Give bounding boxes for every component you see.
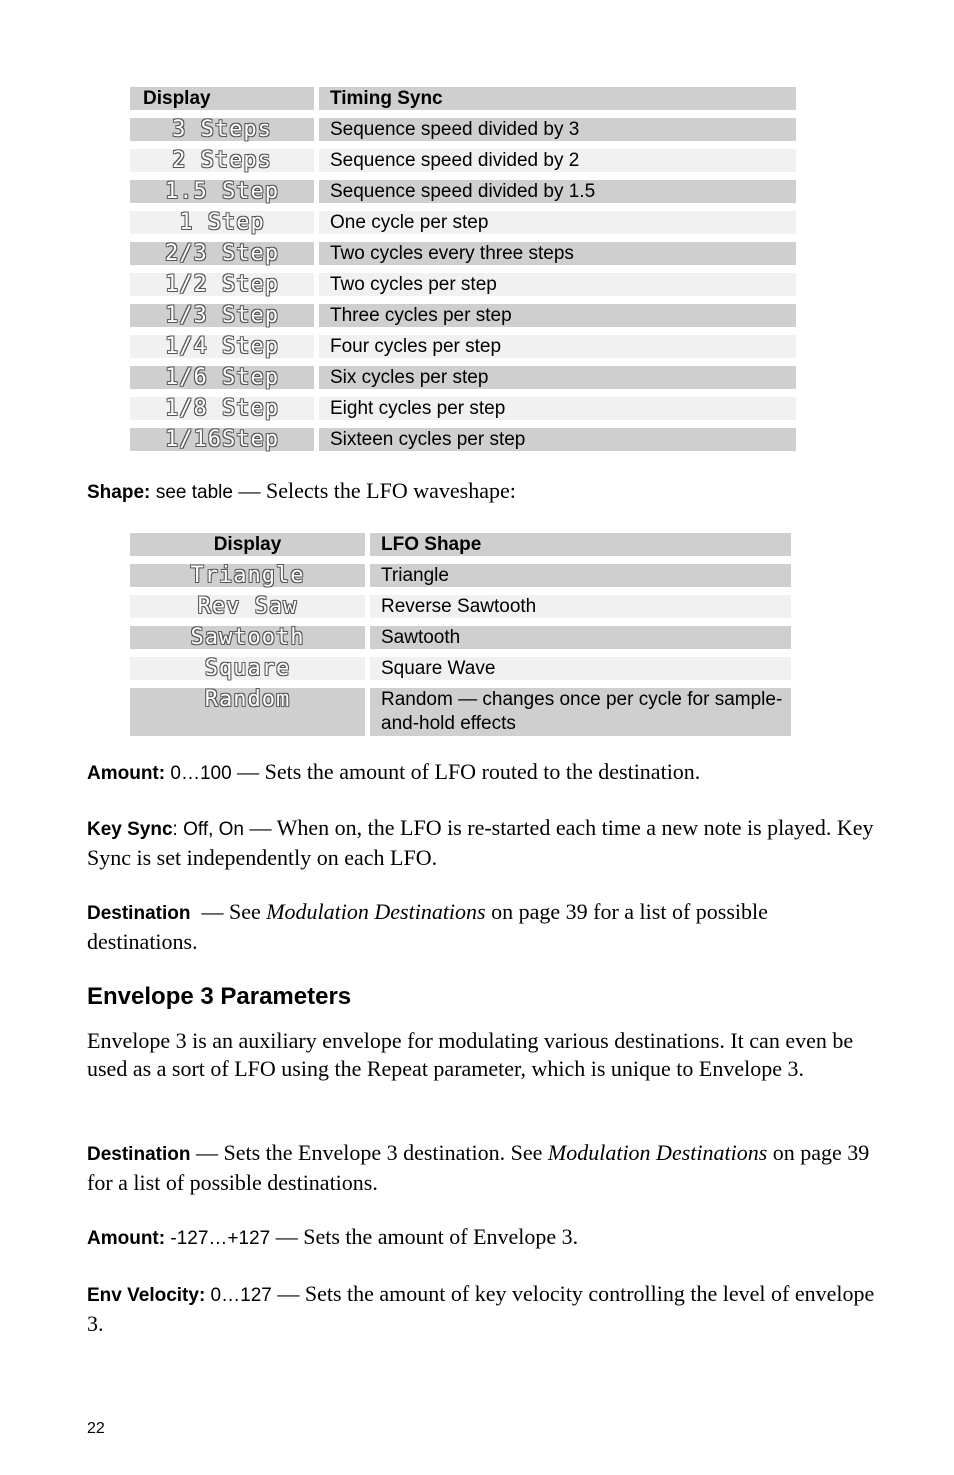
table-row (130, 564, 791, 587)
description-cell: One cycle per step (319, 211, 796, 234)
amount-param (87, 758, 877, 788)
description-cell: Two cycles per step (319, 273, 796, 296)
keysync-param (87, 814, 877, 872)
destination-param (87, 898, 877, 956)
description-cell: Sequence speed divided by 2 (319, 149, 796, 172)
env3-destination-link-text: Modulation Destinations (547, 1140, 768, 1165)
table-row (130, 595, 791, 618)
header-display: Display (130, 533, 365, 556)
env3-amount-text: — Sets the amount of Envelope 3. (270, 1224, 579, 1249)
header-lfo-shape: LFO Shape (370, 533, 791, 556)
table-header (130, 533, 791, 556)
destination-link-text: Modulation Destinations (266, 899, 486, 924)
display-cell: 1/4 Step (130, 335, 314, 358)
env3-velocity-value: 0…127 (205, 1285, 272, 1306)
description-cell: Sixteen cycles per step (319, 428, 796, 451)
display-cell: 2/3 Step (130, 242, 314, 265)
table-row (130, 428, 796, 451)
shape-text: — Selects the LFO waveshape: (232, 478, 516, 503)
display-cell: 1/6 Step (130, 366, 314, 389)
display-cell: Rev Saw (130, 595, 365, 618)
description-cell: Three cycles per step (319, 304, 796, 327)
keysync-value: : Off, On (172, 819, 245, 840)
description-cell: Sequence speed divided by 1.5 (319, 180, 796, 203)
amount-label: Amount: (87, 763, 166, 784)
env3-destination-text-a: — Sets the Envelope 3 destination. See (190, 1140, 548, 1165)
table-row (130, 180, 796, 203)
description-cell: Square Wave (370, 657, 791, 680)
shape-value: see table (155, 482, 233, 503)
description-cell: Eight cycles per step (319, 397, 796, 420)
description-cell: Triangle (370, 564, 791, 587)
table-row (130, 242, 796, 265)
env3-destination-text-b: on page 39 for a list of possible destinations. (87, 1140, 870, 1195)
table-row (130, 657, 791, 680)
description-cell: Four cycles per step (319, 335, 796, 358)
env3-velocity-param (87, 1280, 877, 1338)
env3-amount-param (87, 1223, 877, 1253)
description-cell: Six cycles per step (319, 366, 796, 389)
env3-destination-param (87, 1139, 877, 1197)
table-row (130, 273, 796, 296)
shape-label: Shape: (87, 482, 151, 503)
shape-param (87, 477, 877, 507)
display-cell: Random (130, 688, 365, 736)
envelope3-heading: Envelope 3 Parameters (87, 983, 352, 1010)
display-cell: 1/8 Step (130, 397, 314, 420)
env3-velocity-text: — Sets the amount of key velocity controlling the level of envelope 3. (87, 1281, 875, 1336)
table-header (130, 87, 796, 110)
env3-velocity-label: Env Velocity: (87, 1285, 206, 1306)
timing-sync-table (130, 87, 796, 451)
description-cell: Sawtooth (370, 626, 791, 649)
keysync-text: — When on, the LFO is re-started each time a new note is played. Key Sync is set independently on each LFO. (87, 815, 874, 870)
table-row (130, 688, 791, 736)
description-cell: Two cycles every three steps (319, 242, 796, 265)
header-timing-sync: Timing Sync (319, 87, 796, 110)
display-cell: 1/16Step (130, 428, 314, 451)
description-cell: Sequence speed divided by 3 (319, 118, 796, 141)
display-cell: Square (130, 657, 365, 680)
table-row (130, 335, 796, 358)
amount-value: 0…100 (165, 763, 232, 784)
keysync-label: Key Sync (87, 819, 173, 840)
destination-text-b: on page 39 for a list of possible destinations. (87, 899, 768, 954)
table-row (130, 118, 796, 141)
display-cell: 1/2 Step (130, 273, 314, 296)
envelope3-intro: Envelope 3 is an auxiliary envelope for modulating various destinations. It can even be used as a sort of LFO using the Repeat parameter, which is unique to Envelope 3. (87, 1028, 854, 1081)
display-cell: 1/3 Step (130, 304, 314, 327)
table-row (130, 397, 796, 420)
display-cell: 3 Steps (130, 118, 314, 141)
description-cell: Reverse Sawtooth (370, 595, 791, 618)
table-row (130, 211, 796, 234)
lfo-shape-table (130, 533, 791, 736)
display-cell: 2 Steps (130, 149, 314, 172)
display-cell: 1 Step (130, 211, 314, 234)
page-number: 22 (87, 1420, 105, 1437)
table-row (130, 149, 796, 172)
header-display: Display (130, 87, 314, 110)
destination-text-a: — See (190, 899, 267, 924)
table-row (130, 304, 796, 327)
env3-amount-label: Amount: (87, 1228, 166, 1249)
amount-text: — Sets the amount of LFO routed to the destination. (231, 759, 701, 784)
env3-destination-label: Destination (87, 1144, 191, 1165)
env3-amount-value: -127…+127 (165, 1228, 271, 1249)
table-row (130, 366, 796, 389)
description-cell: Random — changes once per cycle for sample-and-hold effects (370, 688, 791, 736)
destination-label: Destination (87, 903, 191, 924)
table-row (130, 626, 791, 649)
display-cell: Triangle (130, 564, 365, 587)
display-cell: 1.5 Step (130, 180, 314, 203)
display-cell: Sawtooth (130, 626, 365, 649)
